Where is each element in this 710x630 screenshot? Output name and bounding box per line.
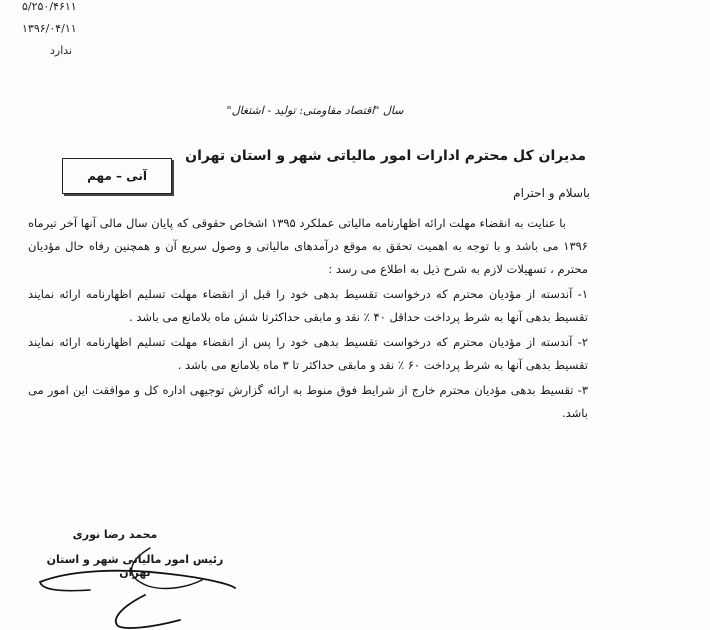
urgent-label: آنی – مهم [87, 169, 147, 183]
year-slogan: سال "اقتصاد مقاومتی: تولید - اشتغال" [226, 104, 404, 117]
letter-attachment: ندارد [50, 44, 73, 57]
list-item-3: ۳- تقسیط بدهی مؤدیان محترم خارج از شرایط فوق منوط به ارائه گزارش توجیهی اداره کل و موافقت این امور می باشد. [28, 383, 588, 420]
signature-block [40, 528, 230, 579]
signer-title: رئیس امور مالیاتی شهر و استان تهران [46, 553, 224, 579]
addressee: مدیران کل محترم ادارات امور مالیاتی شهر و استان تهران [185, 148, 586, 164]
letter-date: ۱۳۹۶/۰۴/۱۱ [22, 22, 77, 35]
greeting: باسلام و احترام [513, 186, 590, 200]
letter-number: ۵/۲۵۰/۴۶۱۱ [22, 0, 77, 13]
list-item-2: ۲- آندسته از مؤدیان محترم که درخواست تقسیط بدهی خود را پس از انقضاء مهلت تسلیم اظهارنامه ارائه نمایند تقسیط بدهی آنها به شرط پرداخت ۶۰ ٪ نقد و مابقی حداکثر تا ۳ ماه بلامانع می باشد . [28, 335, 588, 372]
urgent-stamp [62, 158, 172, 194]
list-item-1: ۱- آندسته از مؤدیان محترم که درخواست تقسیط بدهی خود را قبل از انقضاء مهلت تسلیم اظهارنامه ارائه نمایند تقسیط بدهی آنها به شرط پرداخت حداقل ۴۰ ٪ نقد و مابقی حداکثرتا شش ماه بلامانع می باشد . [28, 287, 588, 324]
letter-body [28, 212, 588, 425]
letter-meta [22, 0, 112, 62]
intro-paragraph: با عنایت به انقضاء مهلت ارائه اظهارنامه مالیاتی عملکرد ۱۳۹۵ اشخاص حقوقی که پایان سال مالی آنها آخر تیرماه ۱۳۹۶ می باشد و با توجه به اهمیت تحقق به موقع درآمدهای مالیاتی و وصول سریع آن و همچنین رفاه حال مؤدیان محترم ، تسهیلات لازم به شرح ذیل به اطلاع می رسد : [28, 216, 588, 276]
signer-name: محمد رضا نوری [72, 528, 158, 541]
